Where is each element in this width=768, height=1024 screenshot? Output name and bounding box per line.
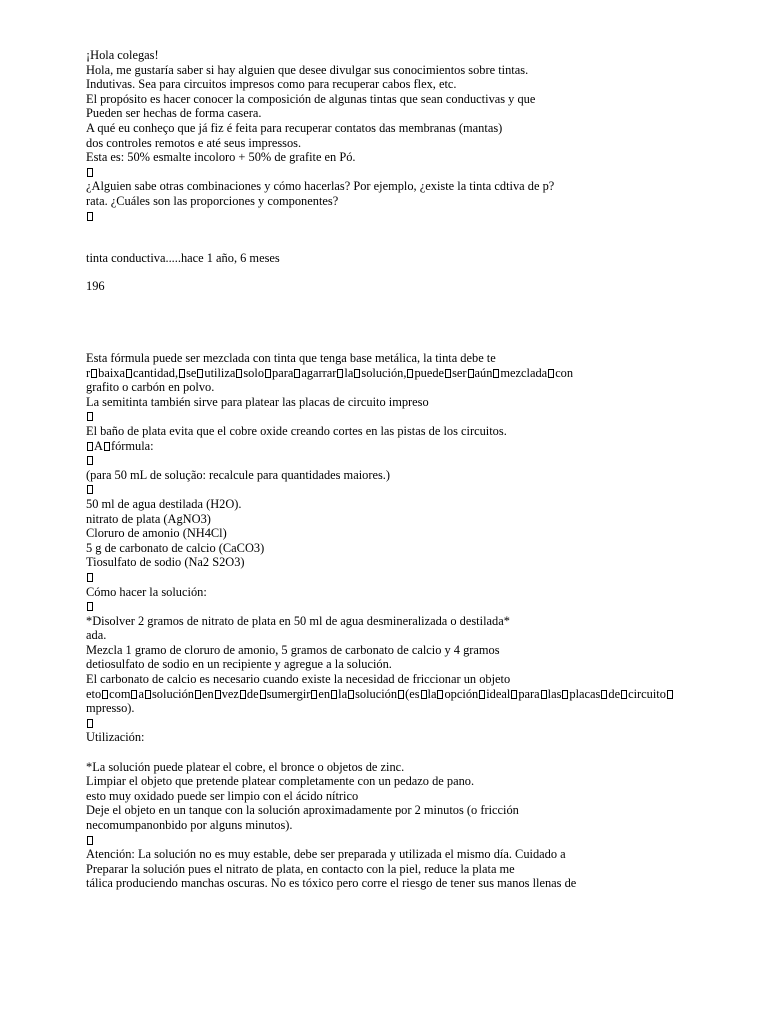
missing-glyph-box [87,456,93,465]
text-line: Tiosulfato de sodio (Na2 S2O3) [86,555,245,570]
text-line [86,482,746,497]
missing-glyph-box [601,690,607,699]
text-line: nitrato de plata (AgNO3) [86,511,211,526]
missing-glyph-box [667,690,673,699]
text-line: Preparar la solución pues el nitrato de plata, en contacto con la piel, reduce la plata me [86,861,515,876]
missing-glyph-box [91,369,97,378]
text-line: (para 50 mL de solução: recalcule para quantidades maiores.) [86,467,391,482]
text-line: *Disolver 2 gramos de nitrato de plata en 50 ml de agua desmineralizada o destilada* [86,613,510,628]
post-meta: tinta conductiva.....hace 1 año, 6 meses [86,251,280,265]
text-line: Cloruro de amonio (NH4Cl) [86,526,227,541]
missing-glyph-box [87,412,93,421]
text-line: rata. ¿Cuáles son las proporciones y componentes? [86,193,339,208]
text-line: El carbonato de calcio es necesario cuando existe la necesidad de friccionar un objeto [86,672,511,687]
missing-glyph-box [541,690,547,699]
post-count: 196 [86,279,105,293]
text-line: Limpiar el objeto que pretende platear completamente con un pedazo de pano. [86,774,475,789]
text-line: tálica produciendo manchas oscuras. No es tóxico pero corre el riesgo de tener sus manos llenas de [86,876,577,891]
text-line: Deje el objeto en un tanque con la solución aproximadamente por 2 minutos (o fricción [86,803,519,818]
missing-glyph-box [87,168,93,177]
missing-glyph-box [348,690,354,699]
missing-glyph-box [407,369,413,378]
missing-glyph-box [260,690,266,699]
text-line: *La solución puede platear el cobre, el bronce o objetos de zinc. [86,759,405,774]
text-line: Pueden ser hechas de forma casera. [86,106,262,121]
missing-glyph-box [240,690,246,699]
post-body-intro [86,48,746,223]
missing-glyph-box [493,369,499,378]
missing-glyph-box [195,690,201,699]
missing-glyph-box [511,690,517,699]
missing-glyph-box [87,212,93,221]
missing-glyph-box [331,690,337,699]
text-line: detiosulfato de sodio en un recipiente y agregue a la solución. [86,657,392,672]
missing-glyph-box [468,369,474,378]
text-line [86,409,746,424]
missing-glyph-box [197,369,203,378]
text-line [86,716,746,731]
text-line: Hola, me gustaría saber si hay alguien que desee divulgar sus conocimientos sobre tintas. [86,62,529,77]
text-line [86,209,746,224]
missing-glyph-box [87,602,93,611]
text-line: Indutivas. Sea para circuitos impresos como para recuperar cabos flex, etc. [86,77,457,92]
missing-glyph-box [87,442,93,451]
missing-glyph-box [479,690,485,699]
missing-glyph-box [215,690,221,699]
text-line [86,570,746,585]
post-body-formula [86,351,746,891]
text-line: esto muy oxidado puede ser limpio con el ácido nítrico [86,788,359,803]
text-line: La semitinta también sirve para platear las placas de circuito impreso [86,394,429,409]
text-line: mpresso). [86,701,135,716]
missing-glyph-box [548,369,554,378]
text-line [86,165,746,180]
missing-glyph-box [236,369,242,378]
text-line: Atención: La solución no es muy estable, debe ser preparada y utilizada el mismo día. Cuidado a [86,847,566,862]
missing-glyph-box [102,690,108,699]
missing-glyph-box [87,485,93,494]
missing-glyph-box [87,719,93,728]
missing-glyph-box [354,369,360,378]
text-line: eto com a solución en vez de sumergir en la solución (es la opción ideal para las placas de circuito [86,687,746,702]
text-line: ¡Hola colegas! [86,48,159,62]
missing-glyph-box [421,690,427,699]
missing-glyph-box [104,442,110,451]
text-line: r baixa cantidad, se utiliza solo para agarrar la solución, puede ser aún mezclada con [86,365,574,380]
text-line [86,453,746,468]
missing-glyph-box [131,690,137,699]
text-line [86,745,746,760]
missing-glyph-box [337,369,343,378]
text-line: dos controles remotos e até seus impressos. [86,135,302,150]
text-line: ada. [86,628,107,643]
missing-glyph-box [294,369,300,378]
missing-glyph-box [398,690,404,699]
missing-glyph-box [126,369,132,378]
text-line: A qué eu conheço que já fiz é feita para recuperar contatos das membranas (mantas) [86,120,503,135]
text-line: El propósito es hacer conocer la composición de algunas tintas que sean conductivas y que [86,91,536,106]
missing-glyph-box [437,690,443,699]
missing-glyph-box [179,369,185,378]
missing-glyph-box [265,369,271,378]
text-line: El baño de plata evita que el cobre oxide creando cortes en las pistas de los circuitos. [86,423,507,438]
text-line: Mezcla 1 gramo de cloruro de amonio, 5 gramos de carbonato de calcio y 4 gramos [86,642,500,657]
text-line: Esta es: 50% esmalte incoloro + 50% de grafite en Pó. [86,150,356,165]
missing-glyph-box [562,690,568,699]
missing-glyph-box [145,690,151,699]
text-line [86,599,746,614]
text-line: necomumpanonbido por alguns minutos). [86,818,293,832]
missing-glyph-box [87,836,93,845]
text-line: Esta fórmula puede ser mezclada con tinta que tenga base metálica, la tinta debe te [86,351,496,365]
text-line: grafito o carbón en polvo. [86,380,215,395]
missing-glyph-box [87,573,93,582]
missing-glyph-box [621,690,627,699]
text-line: ¿Alguien sabe otras combinaciones y cómo hacerlas? Por ejemplo, ¿existe la tinta cdtiva de p? [86,179,555,194]
text-line: Cómo hacer la solución: [86,584,207,599]
text-line: Utilización: [86,730,145,745]
missing-glyph-box [445,369,451,378]
text-line [86,833,746,848]
missing-glyph-box [311,690,317,699]
text-line: 50 ml de agua destilada (H2O). [86,496,242,511]
text-line: A fórmula: [86,439,746,454]
text-line: 5 g de carbonato de calcio (CaCO3) [86,540,265,555]
